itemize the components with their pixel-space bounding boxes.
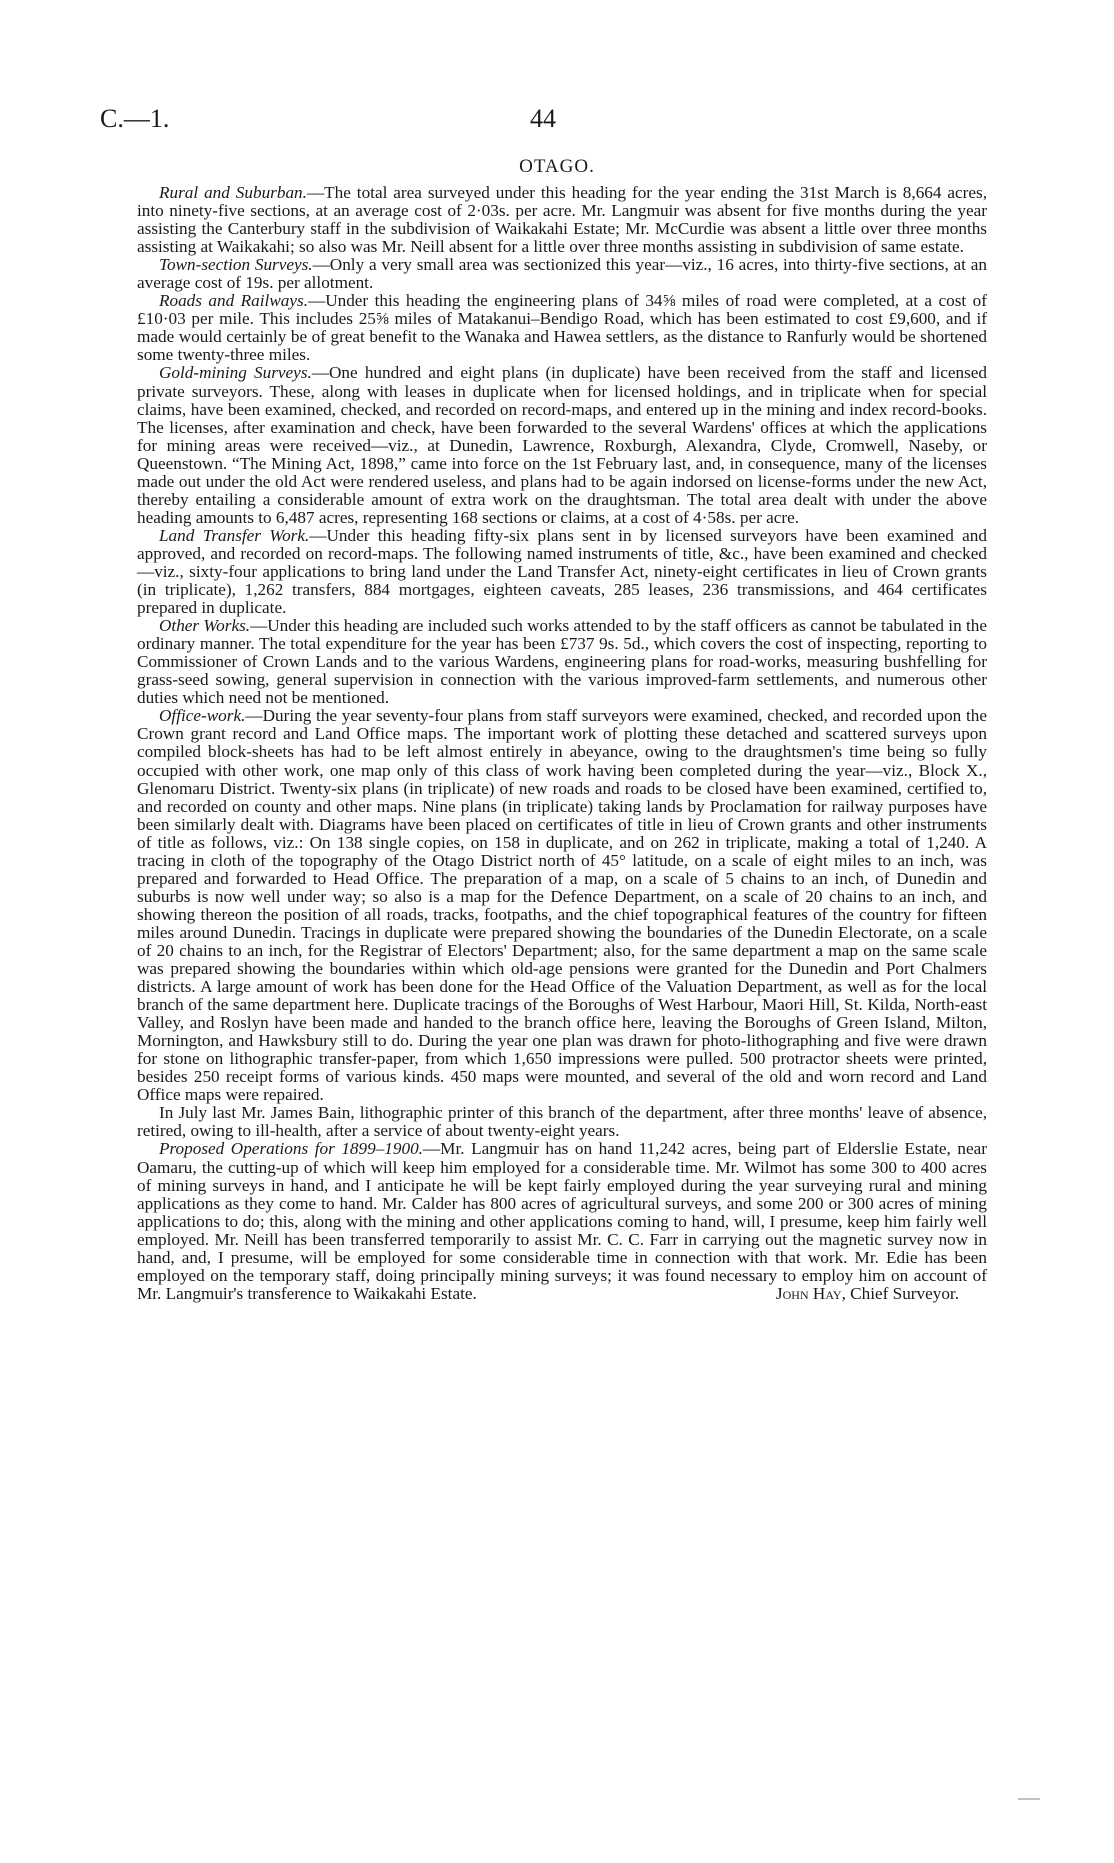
paragraph-text: —Under this heading are included such works attended to by the staff officers as cannot be tabulated in the ordinary manner. The total expenditure for the year has been £737 9s. 5d., which covers the cost of inspecting, reporting to Commissioner of Crown Lands and to the various Wardens, engineering plans for road-works, measuring bushfelling for grass-seed sowing, general supervision in connection with the various improved-farm settlements, and numerous other duties which need not be mentioned. <box>137 616 988 708</box>
print-mark <box>1018 1798 1040 1800</box>
paragraph-heading: Roads and Railways. <box>159 291 308 311</box>
paragraph-text: In July last Mr. James Bain, lithographic printer of this branch of the department, after three months' leave of absence, retired, owing to ill-health, after a service of about twenty-eight years. <box>137 1103 987 1141</box>
paragraph-text: —One hundred and eight plans (in duplicate) have been received from the staff and licensed private surveyors. These, along with leases in duplicate when for licensed holdings, and in triplicate when for special claims, have been examined, checked, and recorded on record-maps, and entered up in the mining and index record-books. The licenses, after examination and check, have been forwarded to the several Wardens' offices at which the applications for mining areas were received—viz., at Dunedin, Lawrence, Roxburgh, Alexandra, Clyde, Cromwell, Naseby, or Queenstown. “The Mining Act, 1898,” came into force on the 1st February last, and, in consequence, many of the licenses made out under the old Act were rendered useless, and plans had to be again indorsed on license-forms under the new Act, thereby entailing a considerable amount of extra work on the draughtsman. The total area dealt with under the above heading amounts to 6,487 acres, representing 168 sections or claims, at a cost of 4·58s. per acre. <box>137 363 987 527</box>
section-title: OTAGO. <box>519 156 595 177</box>
paragraph-text: —During the year seventy-four plans from staff surveyors were examined, checked, and recorded upon the Crown grant record and Land Office maps. The important work of plotting these detached and scattered surveys upon compiled block-sheets has had to be left almost entirely in abeyance, owing to the draughtsmen's time being so fully occupied with other work, one map only of this class of work having been completed during the year—viz., Block X., Glenomaru District. Twenty-six plans (in triplicate) of new roads and roads to be closed have been examined, certified to, and recorded on county and other maps. Nine plans (in triplicate) taking lands by Proclamation for railway purposes have been similarly dealt with. Diagrams have been placed on certificates of title in lieu of Crown grants and other instruments of title as follows, viz.: On 138 single copies, on 158 in duplicate, and on 262 in triplicate, making a total of 1,240. A tracing in cloth of the topography of the Otago District north of 45° latitude, on a scale of eight miles to an inch, was prepared and forwarded to Head Office. The preparation of a map, on a scale of 5 chains to an inch, of Dunedin and suburbs is now well under way; so also is a map for the Defence Department, on a scale of 20 chains to an inch, and showing thereon the position of all roads, tracks, footpaths, and the chief topographical features of the country for fifteen miles around Dunedin. Tracings in duplicate were prepared showing the boundaries of the Dunedin Electorate, on a scale of 20 chains to an inch, for the Registrar of Electors' Department; also, for the same department a map on the same scale was prepared showing the boundaries within which old-age pensions were granted for the Dunedin and Port Chalmers districts. A large amount of work has been done for the Head Office of the Valuation Department, as well as for the local branch of the same department here. Duplicate tracings of the Boroughs of West Harbour, Maori Hill, St. Kilda, North-east Valley, and Roslyn have been made and handed to the branch office here, leaving the Boroughs of Green Island, Milton, Mornington, and Hawksbury still to do. During the year one plan was drawn for photo-lithographing and five were drawn for stone on lithographic transfer-paper, from which 1,650 impressions were pulled. 500 protractor sheets were printed, besides 250 receipt forms of various kinds. 450 maps were mounted, and several of the old and worn record and Land Office maps were repaired. <box>137 706 987 1105</box>
paragraph-text: —Under this heading fifty-six plans sent in by licensed surveyors have been examined and approved, and recorded on record-maps. The following named instruments of title, &c., have been examined and checked—viz., sixty-four applications to bring land under the Land Transfer Act, ninety-eight certificates in lieu of Crown grants (in triplicate), 1,262 transfers, 884 mortgages, eighteen caveats, 285 leases, 236 transmissions, and 464 certificates prepared in duplicate. <box>137 525 987 618</box>
paragraph-office-work <box>137 707 987 1104</box>
paragraph-heading: Town-section Surveys. <box>159 255 313 275</box>
paragraph-text: —Under this heading the engineering plans of 34⅝ miles of road were completed, at a cost of £10·03 per mile. This includes 25⅝ miles of Matakanui–Bendigo Road, which has been estimated to cost £9,600, and if made would certainly be of great benefit to the Wanaka and Hawea settlers, as the distance to Ranfurly would be shortened some twenty-three miles. <box>137 291 987 365</box>
paragraph-heading: Proposed Operations for 1899–1900. <box>159 1139 423 1159</box>
paragraph-heading: Gold-mining Surveys. <box>159 363 312 383</box>
paragraph-heading: Office-work. <box>159 706 246 726</box>
signature-title: , Chief Surveyor. <box>841 1283 959 1303</box>
paragraph-text: —Only a very small area was sectionized this year—viz., 16 acres, into thirty-five sections, at an average cost of 19s. per allotment. <box>137 255 987 293</box>
page-header <box>100 104 980 144</box>
paragraph-text: —Mr. Langmuir has on hand 11,242 acres, being part of Elderslie Estate, near Oamaru, the cutting-up of which will keep him employed for a considerable time. Mr. Wilmot has some 300 to 400 acres of mining surveys in hand, and I anticipate he will be kept fairly employed during the year surveying rural and mining applications as they come to hand. Mr. Calder has 800 acres of agricultural surveys, and some 200 or 300 acres of mining applications to do; this, along with the mining and other applications coming to hand, will, I presume, keep him fairly well employed. Mr. Neill has been transferred temporarily to assist Mr. C. C. Farr in carrying out the magnetic survey now in hand, and, I presume, will be employed for some considerable time in connection with that work. Mr. Edie has been employed on the temporary staff, doing principally mining surveys; it was found necessary to employ him on account of Mr. Langmuir's transference to Waikakahi Estate. <box>137 1139 987 1303</box>
paragraph-land-transfer <box>137 527 987 617</box>
paragraph-heading: Rural and Suburban. <box>159 183 307 202</box>
paragraph-other-works <box>137 617 987 707</box>
paragraph-rural-suburban <box>137 184 987 256</box>
paragraph-heading: Land Transfer Work. <box>159 525 310 545</box>
document-reference: C.—1. <box>100 104 170 133</box>
page-number: 44 <box>530 104 556 133</box>
paragraph-town-section <box>137 256 987 292</box>
signature <box>754 1285 959 1303</box>
paragraph-retirement <box>137 1104 987 1140</box>
paragraph-proposed-operations <box>137 1140 987 1302</box>
paragraph-text: —The total area surveyed under this heading for the year ending the 31st March is 8,664 acres, into ninety-five sections, at an average cost of 2·03s. per acre. Mr. Langmuir was absent for five months during the year assisting the Canterbury staff in the subdivision of Waikakahi Estate; Mr. McCurdie was absent a little over three months assisting at Waikakahi; so also was Mr. Neill absent for a little over three months assisting in subdivision of same estate. <box>137 183 987 257</box>
report-body <box>137 184 987 1303</box>
signature-name: John Hay <box>775 1283 842 1303</box>
paragraph-gold-mining <box>137 364 987 526</box>
paragraph-roads-railways <box>137 292 987 364</box>
paragraph-heading: Other Works. <box>159 616 251 636</box>
